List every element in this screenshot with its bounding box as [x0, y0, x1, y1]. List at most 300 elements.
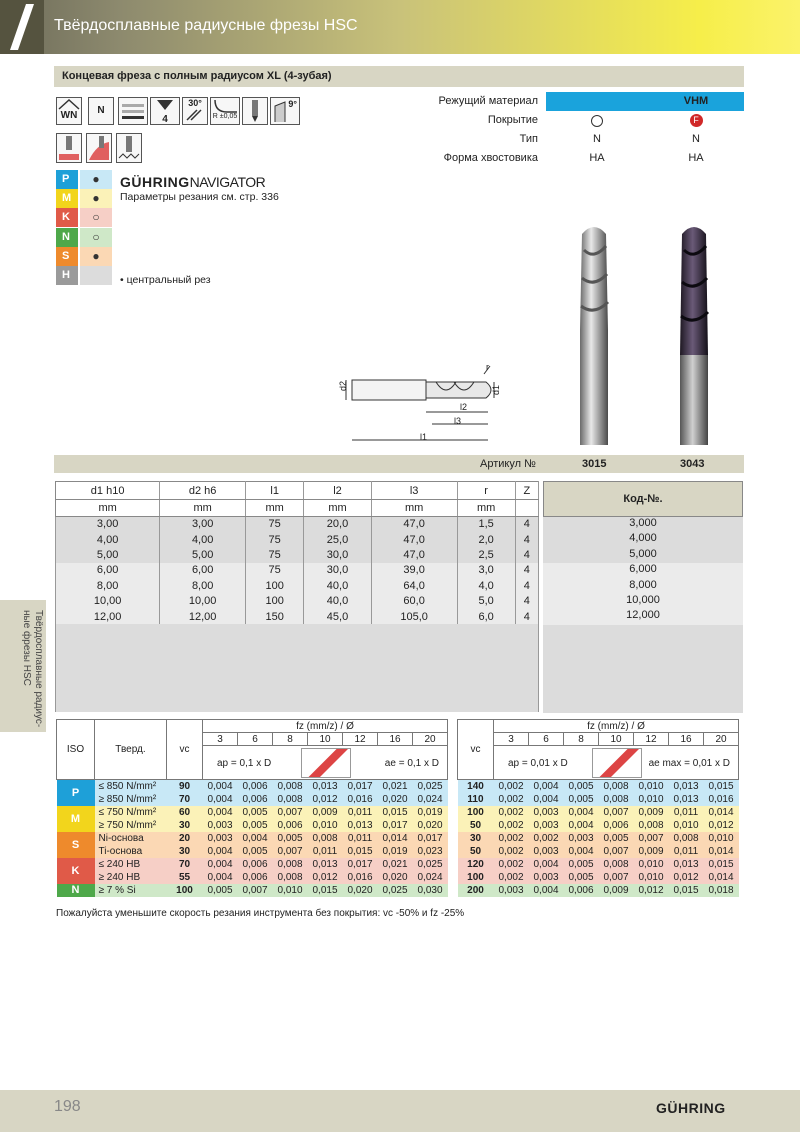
hardness-header: Тверд. — [95, 720, 167, 780]
unit-5: mm — [457, 500, 515, 517]
fz-cell: 0,004 — [203, 845, 238, 858]
fz-cell: 0,019 — [378, 845, 413, 858]
fz-cell: 0,017 — [343, 858, 378, 871]
fz-cell: 0,016 — [343, 793, 378, 806]
property-value-2: VHM — [683, 95, 709, 107]
vc-cell: 100 — [167, 884, 203, 897]
cell: 47,0 — [371, 547, 457, 562]
wn-shank-icon — [56, 97, 82, 125]
diameter-header: 16 — [669, 733, 704, 746]
cut-row — [57, 845, 448, 858]
hardness-cell: ≤ 750 N/mm² — [95, 806, 167, 819]
label-d1: d1 — [491, 384, 502, 396]
property-row — [400, 92, 744, 111]
fz-cell: 0,008 — [599, 793, 634, 806]
hardness-cell: ≤ 850 N/mm² — [95, 780, 167, 793]
vc-cell: 90 — [167, 780, 203, 793]
vc-cell: 110 — [458, 793, 494, 806]
fz-header: fz (mm/z) / Ø — [203, 720, 448, 733]
page-number: 198 — [54, 1098, 81, 1115]
fz-cell: 0,014 — [704, 806, 739, 819]
cell: 40,0 — [304, 578, 371, 593]
iso-code: H — [56, 266, 78, 285]
footer-logo: GÜHRING — [656, 1100, 726, 1116]
fz-cell: 0,013 — [669, 793, 704, 806]
col-header-4: l3 — [371, 482, 457, 500]
vc-cell: 200 — [458, 884, 494, 897]
iso-code: S — [56, 247, 78, 266]
cutting-table-left — [56, 719, 448, 897]
fz-cell: 0,016 — [343, 871, 378, 884]
cut-row — [458, 806, 739, 819]
cut-row — [57, 884, 448, 897]
cell: 2,5 — [457, 547, 515, 562]
navigator-name: NAVIGATOR — [189, 174, 266, 190]
side-tab-label: Твёрдосплавные радиус-ные фрезы HSC — [21, 610, 44, 728]
vc-cell: 20 — [167, 832, 203, 845]
fz-cell: 0,023 — [413, 845, 448, 858]
diameter-header: 20 — [704, 733, 739, 746]
cell: 4 — [515, 532, 538, 547]
cell: 100 — [246, 578, 304, 593]
wn-label: WN — [60, 110, 78, 121]
fz-cell: 0,012 — [308, 871, 343, 884]
fz-cell: 0,008 — [273, 858, 308, 871]
tool-profile-icon — [242, 97, 268, 125]
coating-f-badge: F — [690, 114, 703, 127]
fz-cell: 0,014 — [378, 832, 413, 845]
cut-row — [57, 780, 448, 793]
fz-cell: 0,006 — [273, 819, 308, 832]
fz-cell: 0,007 — [634, 832, 669, 845]
property-value-2: HA — [688, 152, 704, 164]
machinability-mark: ● — [80, 170, 112, 189]
cut-row — [57, 871, 448, 884]
fz-cell: 0,008 — [669, 832, 704, 845]
iso-row-n — [56, 228, 112, 247]
fz-cell: 0,004 — [203, 871, 238, 884]
fz-cell: 0,002 — [494, 858, 529, 871]
vc-cell: 30 — [167, 819, 203, 832]
cell: 12,00 — [160, 609, 246, 624]
label-l1: l1 — [420, 432, 428, 442]
cell: 8,00 — [160, 578, 246, 593]
diameter-header: 10 — [599, 733, 634, 746]
profile-milling-icon — [86, 133, 112, 163]
cell: 100 — [246, 593, 304, 608]
code-column — [543, 481, 743, 713]
fz-cell: 0,009 — [634, 845, 669, 858]
iso-group-n: N — [57, 884, 95, 897]
col-header-0: d1 h10 — [56, 482, 160, 500]
fz-cell: 0,002 — [494, 832, 529, 845]
fz-cell: 0,020 — [378, 793, 413, 806]
fz-cell: 0,006 — [238, 871, 273, 884]
cell: 39,0 — [371, 563, 457, 578]
fz-cell: 0,002 — [494, 819, 529, 832]
cell: 75 — [246, 547, 304, 562]
table-row — [56, 609, 539, 624]
cell: 10,00 — [56, 593, 160, 608]
hardness-cell: Ni-основа — [95, 832, 167, 845]
fz-cell: 0,014 — [704, 871, 739, 884]
property-value-2 — [648, 114, 744, 127]
iso-row-h — [56, 266, 112, 285]
vc-header: vc — [167, 720, 203, 780]
fz-cell: 0,006 — [564, 884, 599, 897]
iso-group-m: M — [57, 806, 95, 832]
ae-label: ae max = 0,01 x D — [648, 758, 730, 769]
fz-cell: 0,017 — [343, 780, 378, 793]
machinability-mark: ○ — [80, 228, 112, 247]
fz-cell: 0,009 — [599, 884, 634, 897]
fz-cell: 0,009 — [308, 806, 343, 819]
center-cut-note: • центральный рез — [120, 274, 211, 286]
fz-cell: 0,010 — [273, 884, 308, 897]
article-3015: 3015 — [582, 458, 607, 470]
ap-label: ap = 0,1 x D — [217, 758, 272, 769]
type-n-icon — [88, 97, 114, 125]
diameter-header: 8 — [564, 733, 599, 746]
fz-cell: 0,010 — [704, 832, 739, 845]
fz-cell: 0,005 — [203, 884, 238, 897]
fz-cell: 0,009 — [634, 806, 669, 819]
teeth-count-icon — [150, 97, 180, 125]
milling-illustration-icon — [301, 748, 351, 778]
milling-illustration-icon — [592, 748, 642, 778]
dimension-table — [55, 481, 539, 712]
fz-cell: 0,015 — [669, 884, 704, 897]
unit-0: mm — [56, 500, 160, 517]
label-r: r — [486, 362, 489, 372]
machinability-mark: ○ — [80, 208, 112, 227]
cell: 6,0 — [457, 609, 515, 624]
fz-cell: 0,015 — [308, 884, 343, 897]
property-label: Тип — [519, 133, 538, 145]
fz-cell: 0,010 — [634, 858, 669, 871]
plunge-milling-icon — [116, 133, 142, 163]
page-title: Твёрдосплавные радиусные фрезы HSC — [54, 17, 358, 34]
col-header-2: l1 — [246, 482, 304, 500]
cell: 4 — [515, 563, 538, 578]
cut-row — [458, 884, 739, 897]
table-row — [56, 517, 539, 532]
fz-cell: 0,008 — [599, 780, 634, 793]
vc-cell: 55 — [167, 871, 203, 884]
code-header: Код-№. — [543, 481, 743, 517]
table-row — [56, 547, 539, 562]
fz-cell: 0,007 — [238, 884, 273, 897]
flute-length-icon — [118, 97, 148, 125]
code-filler — [543, 625, 743, 713]
fz-cell: 0,013 — [343, 819, 378, 832]
fz-cell: 0,024 — [413, 871, 448, 884]
fz-cell: 0,004 — [564, 806, 599, 819]
fz-cell: 0,015 — [704, 780, 739, 793]
iso-code: N — [56, 228, 78, 247]
ap-label: ap = 0,01 x D — [508, 758, 568, 769]
fz-cell: 0,003 — [494, 884, 529, 897]
machinability-mark: ● — [80, 189, 112, 208]
fz-cell: 0,006 — [238, 858, 273, 871]
fz-cell: 0,016 — [704, 793, 739, 806]
cut-row — [458, 858, 739, 871]
iso-group-p: P — [57, 780, 95, 806]
cell: 3,00 — [56, 517, 160, 532]
cell: 4 — [515, 609, 538, 624]
header-stripe-icon — [0, 0, 44, 54]
fz-cell: 0,030 — [413, 884, 448, 897]
fz-cell: 0,020 — [378, 871, 413, 884]
radius-tolerance-icon — [210, 97, 240, 125]
unit-3: mm — [304, 500, 371, 517]
fz-cell: 0,002 — [494, 793, 529, 806]
cell: 4 — [515, 517, 538, 532]
table-filler — [56, 624, 539, 712]
iso-code: K — [56, 208, 78, 227]
diameter-header: 3 — [203, 733, 238, 746]
col-header-3: l2 — [304, 482, 371, 500]
fz-cell: 0,012 — [308, 793, 343, 806]
cell: 75 — [246, 563, 304, 578]
diameter-header: 20 — [413, 733, 448, 746]
fz-cell: 0,007 — [273, 806, 308, 819]
cell: 4,0 — [457, 578, 515, 593]
cell: 60,0 — [371, 593, 457, 608]
fz-cell: 0,004 — [529, 780, 564, 793]
fz-cell: 0,006 — [238, 793, 273, 806]
code-cell: 6,000 — [543, 563, 743, 578]
coating-note: Пожалуйста уменьшите скорость резания инструмента без покрытия: vc -50% и fz -25% — [56, 908, 465, 919]
cell: 10,00 — [160, 593, 246, 608]
label-l2: l2 — [460, 402, 468, 412]
unit-1: mm — [160, 500, 246, 517]
uncoated-circle-icon — [591, 115, 603, 127]
fz-cell: 0,005 — [238, 845, 273, 858]
cell: 1,5 — [457, 517, 515, 532]
cell: 4 — [515, 547, 538, 562]
fz-cell: 0,008 — [273, 871, 308, 884]
fz-cell: 0,003 — [203, 832, 238, 845]
code-cell: 8,000 — [543, 579, 743, 594]
vc-cell: 50 — [458, 845, 494, 858]
fz-cell: 0,008 — [599, 858, 634, 871]
vc-cell: 70 — [167, 858, 203, 871]
fz-cell: 0,021 — [378, 780, 413, 793]
cut-row — [57, 819, 448, 832]
property-value-1 — [546, 114, 648, 130]
fz-cell: 0,025 — [413, 780, 448, 793]
cell: 47,0 — [371, 517, 457, 532]
fz-cell: 0,004 — [529, 793, 564, 806]
fz-cell: 0,008 — [308, 832, 343, 845]
vc-cell: 120 — [458, 858, 494, 871]
fz-cell: 0,005 — [564, 858, 599, 871]
article-bar — [54, 455, 744, 473]
fz-cell: 0,017 — [378, 819, 413, 832]
fz-cell: 0,010 — [634, 793, 669, 806]
col-header-1: d2 h6 — [160, 482, 246, 500]
fz-cell: 0,006 — [238, 780, 273, 793]
property-value-1: HA — [589, 152, 605, 164]
fz-cell: 0,003 — [529, 845, 564, 858]
product-title: Концевая фреза с полным радиусом XL (4-зубая) — [54, 66, 744, 87]
fz-cell: 0,025 — [413, 858, 448, 871]
fz-cell: 0,005 — [564, 793, 599, 806]
fz-cell: 0,003 — [564, 832, 599, 845]
fz-cell: 0,004 — [564, 845, 599, 858]
page-header — [0, 0, 800, 54]
vc-cell: 50 — [458, 819, 494, 832]
fz-cell: 0,010 — [308, 819, 343, 832]
fz-cell: 0,010 — [634, 780, 669, 793]
cell: 12,00 — [56, 609, 160, 624]
filler-cell — [56, 624, 539, 712]
fz-cell: 0,002 — [494, 845, 529, 858]
label-l3: l3 — [454, 416, 462, 426]
iso-group-s: S — [57, 832, 95, 858]
fz-cell: 0,003 — [529, 806, 564, 819]
iso-row-s — [56, 247, 112, 266]
fz-cell: 0,020 — [413, 819, 448, 832]
fz-cell: 0,018 — [704, 884, 739, 897]
table-row — [56, 593, 539, 608]
vc-cell: 30 — [458, 832, 494, 845]
cell: 40,0 — [304, 593, 371, 608]
vc-cell: 30 — [167, 845, 203, 858]
fz-cell: 0,003 — [203, 819, 238, 832]
ap-cell — [494, 746, 739, 780]
cut-row — [458, 819, 739, 832]
fz-cell: 0,006 — [599, 819, 634, 832]
iso-header: ISO — [57, 720, 95, 780]
cell: 5,0 — [457, 593, 515, 608]
col-header-5: r — [457, 482, 515, 500]
fz-cell: 0,007 — [599, 871, 634, 884]
cutting-table-right — [457, 719, 739, 897]
fz-cell: 0,005 — [564, 871, 599, 884]
iso-code: M — [56, 189, 78, 208]
diameter-header: 8 — [273, 733, 308, 746]
fz-cell: 0,007 — [273, 845, 308, 858]
fz-cell: 0,025 — [378, 884, 413, 897]
cell: 25,0 — [304, 532, 371, 547]
code-cell: 5,000 — [543, 548, 743, 563]
fz-cell: 0,003 — [529, 871, 564, 884]
fz-cell: 0,011 — [669, 845, 704, 858]
property-label: Режущий материал — [438, 95, 538, 107]
cut-row — [458, 832, 739, 845]
cell: 6,00 — [160, 563, 246, 578]
fz-cell: 0,015 — [704, 858, 739, 871]
vc-cell: 140 — [458, 780, 494, 793]
hardness-cell: ≥ 750 N/mm² — [95, 819, 167, 832]
cell: 150 — [246, 609, 304, 624]
diameter-header: 6 — [529, 733, 564, 746]
fz-cell: 0,010 — [634, 871, 669, 884]
fz-cell: 0,014 — [704, 845, 739, 858]
fz-cell: 0,013 — [669, 858, 704, 871]
diameter-header: 3 — [494, 733, 529, 746]
ae-label: ae = 0,1 x D — [384, 758, 439, 769]
fz-cell: 0,019 — [413, 806, 448, 819]
fz-cell: 0,004 — [203, 793, 238, 806]
iso-group-k: K — [57, 858, 95, 884]
cell: 5,00 — [160, 547, 246, 562]
fz-cell: 0,011 — [343, 806, 378, 819]
helix-angle-icon — [182, 97, 208, 125]
property-value-2: N — [692, 133, 700, 145]
fz-cell: 0,004 — [564, 819, 599, 832]
cut-row — [57, 793, 448, 806]
slot-milling-icon — [56, 133, 82, 163]
fz-cell: 0,005 — [238, 806, 273, 819]
cell: 4,00 — [56, 532, 160, 547]
property-value-1: N — [593, 133, 601, 145]
vc-cell: 70 — [167, 793, 203, 806]
cell: 64,0 — [371, 578, 457, 593]
fz-cell: 0,013 — [308, 858, 343, 871]
property-label: Покрытие — [487, 114, 538, 126]
cut-row — [57, 832, 448, 845]
fz-cell: 0,005 — [273, 832, 308, 845]
vc-cell: 60 — [167, 806, 203, 819]
navigator-note: Параметры резания см. стр. 336 — [120, 191, 279, 203]
fz-cell: 0,011 — [308, 845, 343, 858]
clearance-angle-label: 9° — [288, 99, 297, 109]
fz-cell: 0,008 — [273, 780, 308, 793]
fz-cell: 0,004 — [203, 806, 238, 819]
tool-photos — [570, 220, 740, 450]
fz-cell: 0,005 — [599, 832, 634, 845]
hardness-cell: Ti-основа — [95, 845, 167, 858]
fz-header: fz (mm/z) / Ø — [494, 720, 739, 733]
diameter-header: 12 — [634, 733, 669, 746]
fz-cell: 0,012 — [634, 884, 669, 897]
coated-tool-image — [680, 227, 708, 445]
cut-row — [458, 871, 739, 884]
property-row — [400, 130, 744, 149]
code-cell: 12,000 — [543, 609, 743, 624]
cell: 30,0 — [304, 563, 371, 578]
cell: 20,0 — [304, 517, 371, 532]
vc-header: vc — [458, 720, 494, 780]
cut-row — [458, 780, 739, 793]
cell: 45,0 — [304, 609, 371, 624]
iso-code: P — [56, 170, 78, 189]
fz-cell: 0,004 — [529, 858, 564, 871]
fz-cell: 0,004 — [529, 884, 564, 897]
header-logo-block — [0, 0, 44, 54]
unit-4: mm — [371, 500, 457, 517]
fz-cell: 0,002 — [494, 780, 529, 793]
uncoated-tool-image — [580, 227, 608, 445]
fz-cell: 0,020 — [343, 884, 378, 897]
fz-cell: 0,004 — [203, 858, 238, 871]
navigator-brand: GÜHRING — [120, 174, 190, 190]
fz-cell: 0,005 — [564, 780, 599, 793]
table-row — [56, 578, 539, 593]
ap-cell — [203, 746, 448, 780]
unit-6 — [515, 500, 538, 517]
fz-cell: 0,011 — [669, 806, 704, 819]
fz-cell: 0,007 — [599, 806, 634, 819]
fz-cell: 0,005 — [238, 819, 273, 832]
vc-cell: 100 — [458, 871, 494, 884]
machinability-mark: ● — [80, 247, 112, 266]
cut-row — [458, 793, 739, 806]
fz-cell: 0,013 — [308, 780, 343, 793]
